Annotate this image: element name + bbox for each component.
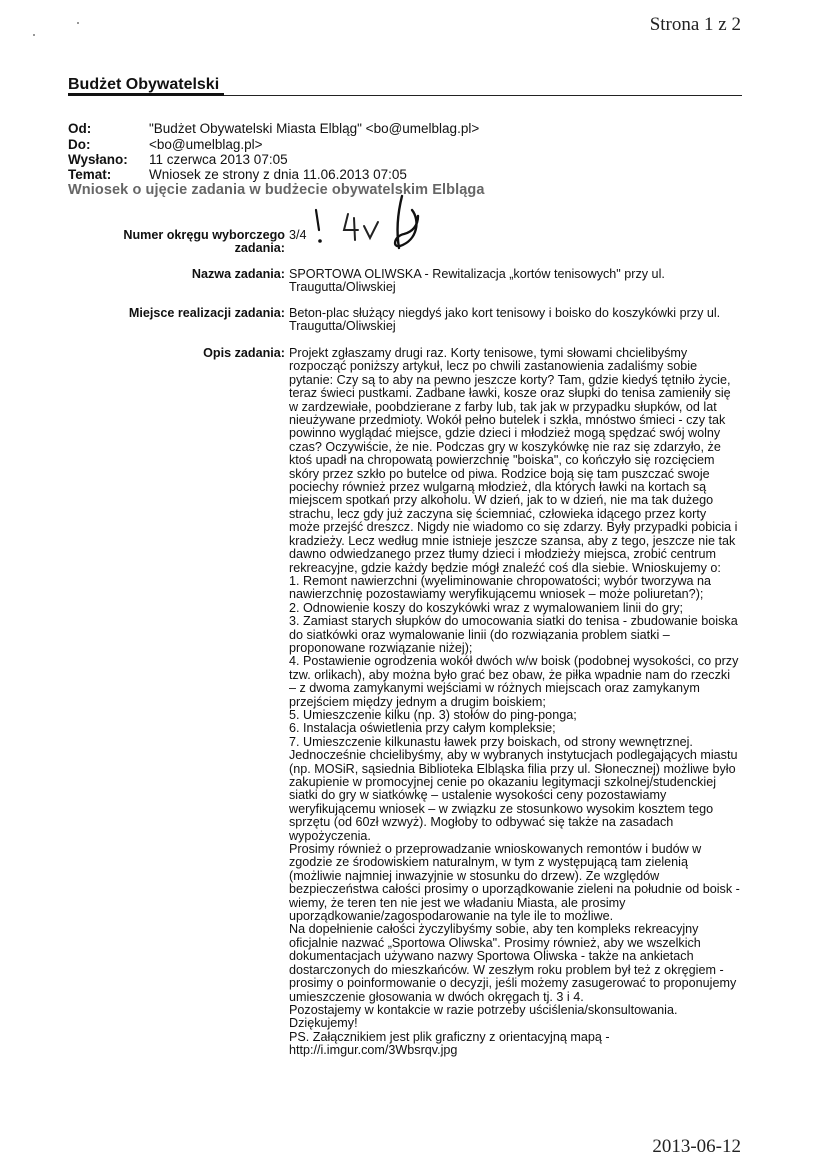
form-heading: Wniosek o ujęcie zadania w budżecie obywatelskim Elbląga [68,182,485,198]
description-line: Prosimy również o przeprowadzanie wnioskowanych remontów i budów w [289,842,702,857]
description-line: zgodzie ze środowiskiem naturalnym, w tym z występującą tam zielenią [289,855,688,870]
description-line: PS. Załącznikiem jest plik graficzny z orientacyjną mapą - [289,1029,610,1044]
email-from-value: "Budżet Obywatelski Miasta Elbląg" <bo@umelblag.pl> [149,121,480,136]
task-name-line: Traugutta/Oliwskiej [289,280,396,295]
footer-date: 2013-06-12 [652,1136,741,1157]
email-from-label: Od: [68,121,92,136]
description-line: Pozostajemy w kontakcie w razie potrzeby uściślenia/skonsultowania. [289,1002,678,1017]
description-line: zakupienie w promocyjnej cenie po okazaniu legitymacji szkolnej/studenckiej [289,775,717,789]
description-line: dostarczonych do mieszkańców. W zeszłym roku problem był też z okręgiem - [289,962,724,977]
description-line: 6. Instalacja oświetlenia przy całym kompleksie; [289,721,556,736]
title-underline [68,93,224,96]
email-subject-value: Wniosek ze strony z dnia 11.06.2013 07:05 [149,167,407,182]
description-line: dawno odwiedzanego przez tłumy dzieci i młodzieży miejsca, zrobić centrum [289,547,716,562]
email-to-label: Do: [68,137,91,152]
description-line: teraz świeci pustkami. Zadbane ławki, kosze oraz słupki do tenisa zamieniły się [289,386,731,401]
description-line: 7. Umieszczenie kilkunastu ławek przy boiskach, od strony wewnętrznej. [289,734,693,749]
description-line: sprzętu (od 60zł wzwyż). Mogłoby to odbywać się także na zasadach [289,815,674,830]
handwritten-annotation-icon [300,190,440,260]
email-sent-value: 11 czerwca 2013 07:05 [149,152,288,167]
description-line: (możliwie najmniej inwazyjnie w stosunku do drzew). Ze względów [289,868,660,883]
description-line: 2. Odnowienie koszy do koszykówki wraz z wymalowaniem linii do gry; [289,600,684,615]
page-number: Strona 1 z 2 [649,14,741,35]
district-value: 3/4 [289,228,307,242]
description-line: w zardzewiałe, poobdzierane z farby lub, tak jak w przypadku słupków, od lat [289,399,717,414]
description-line: umieszczenie głosowania w dwóch okręgach tj. 3 i 4. [289,989,584,1004]
description-line: ktoś upadł na chropowatą powierzchnię "boiska", co kończyło się rozcięciem [289,453,715,468]
description-line: Projekt zgłaszamy drugi raz. Korty tenisowe, tymi słowami chcielibyśmy [289,346,688,360]
description-line: weryfikującemu wniosek – w związku ze stosunkowo wysokim kosztem tego [289,801,714,816]
description-label: Opis zadania: [203,346,285,360]
document-title: Budżet Obywatelski [68,76,220,93]
description-line: Dziękujemy! [289,1016,358,1031]
description-line: proponowane rozwiązanie niżej); [289,640,473,655]
location-value [289,307,744,334]
scan-speck [33,34,35,36]
description-line: pytanie: Czy są to aby na pewno jeszcze korty? Tam, gdzie kiedyś tętniło życie, [289,372,731,387]
task-name-line: SPORTOWA OLIWSKA - Rewitalizacja „kortów tenisowych" przy ul. [289,267,665,281]
task-name-value [289,268,744,295]
description-line: czas? Oczywiście, że nie. Podczas gry w koszykówkę nie raz się zdarzyło, że [289,439,721,454]
description-line: tzw. orlikach), aby można było grać bez obaw, że piłka wpadnie nam do rzeczki [289,667,730,682]
description-line: może przejść dreszcz. Nigdy nie wiadomo co się zdarzy. Były przypadki pobicia i [289,520,738,535]
location-line: Traugutta/Oliwskiej [289,319,396,334]
district-label-line: Numer okręgu wyborczego [123,228,285,242]
description-line: wypożyczenia. [289,828,371,843]
description-line: dokumentacjach używano nazwy Sportowa Oliwska - także na ankietach [289,949,694,964]
email-subject-label: Temat: [68,167,112,182]
district-label [85,229,285,256]
description-line: 5. Umieszczenie kilku (np. 3) stołów do ping-ponga; [289,707,577,722]
description-line: 3. Zamiast starych słupków do umocowania siatki do tenisa - zbudowanie boiska [289,614,738,629]
location-line: Beton-plac służący niegdyś jako kort tenisowy i boisko do koszykówki przy ul. [289,306,721,320]
description-line: powinno wyglądać miejsce, gdzie dzieci i młodzież mogą spędzać swój wolny [289,426,721,441]
description-line: przejściem między jednym a drugim boiskiem; [289,694,546,709]
description-line: prosimy o poinformowanie o decyzji, jeśli możemy zasugerować to proponujemy [289,976,737,991]
scan-speck [77,22,79,24]
email-to-value: <bo@umelblag.pl> [149,137,263,152]
description-line: miejscem spotkań przy alkoholu. W dzień, jak to w dzień, nie ma tak dużego [289,493,714,508]
description-line: – z dwoma zamykanymi wejściami w różnych miejscach oraz zamykanym [289,681,700,696]
description-line: strachu, lecz gdy już zaczyna się ściemniać, człowieka idącego przez korty [289,506,707,521]
description-line: nieużywane przedmioty. Wokół pełno butelek i szkła, mnóstwo śmieci - czy tak [289,413,726,428]
description-line: (np. MOSiR, sąsiednia Biblioteka Elbląska filia przy ul. Słonecznej) możliwe było [289,761,736,776]
description-line: rekreacyjne, gdzie każdy będzie mógł znaleźć coś dla siebie. Wnioskujemy o: [289,560,721,575]
description-line: 4. Postawienie ogrodzenia wokół dwóch w/w boisk (podobnej wysokości, co przy [289,654,739,669]
description-line: wiemy, że teren ten nie jest we władaniu Miasta, ale prosimy [289,895,626,910]
description-line: bezpieczeństwa całości prosimy o uporządkowanie zieleni na południe od boisk - [289,882,740,897]
district-label-line: zadania: [234,241,285,256]
description-line: skóry przez szkło po butelce od piwa. Rodzice boją się tam puszczać swoje [289,466,710,481]
email-sent-label: Wysłano: [68,152,128,167]
location-label: Miejsce realizacji zadania: [128,306,285,320]
description-line: do siatkówki oraz wymalowanie linii (do rozwiązania problem siatki – [289,627,670,642]
description-line: oficjalnie nazwać „Sportowa Oliwska". Prosimy również, aby we wszelkich [289,935,701,950]
description-value [289,347,744,1058]
description-line: siatki do gry w siatkówkę – ustalenie wysokości ceny pozostawiamy [289,788,667,803]
description-line: uporządkowanie/zagospodarowanie na tyle ile to możliwe. [289,909,614,924]
task-name-label: Nazwa zadania: [191,267,285,281]
description-line: Na dopełnienie całości życzylibyśmy sobie, aby ten kompleks rekreacyjny [289,922,699,937]
description-line: Jednocześnie chcielibyśmy, aby w wybranych instytucjach podlegających miastu [289,748,738,763]
description-line: rozpocząć poniższy artykuł, lecz po chwili zastanowienia zadaliśmy sobie [289,359,698,374]
description-line: nawierzchnię pozostawiamy weryfikującemu wniosek – może poliuretan?); [289,587,704,602]
description-line: 1. Remont nawierzchni (wyeliminowanie chropowatości; wybór tworzywa na [289,573,712,588]
description-line: pociechy również przez wulgarną młodzież, dla których ławki na kortach są [289,480,707,495]
description-line: kradzieży. Lecz według mnie istnieje jeszcze szansa, aby z tego, jeszcze nie tak [289,533,736,548]
description-line: http://i.imgur.com/3Wbsrqv.jpg [289,1043,458,1058]
